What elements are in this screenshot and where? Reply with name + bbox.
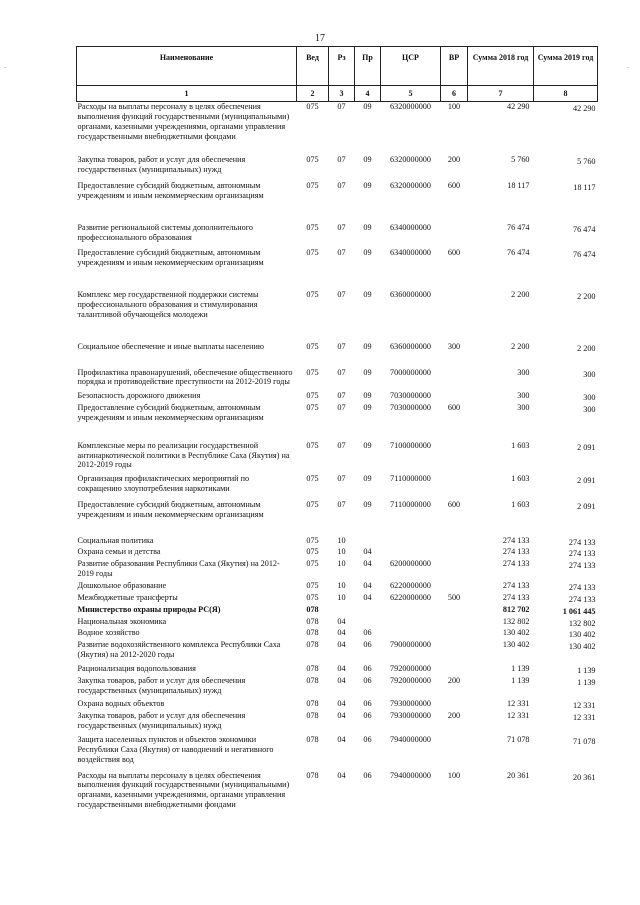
row-csr: 6360000000 [390,341,431,351]
row-name: Расходы на выплаты персоналу в целях обеспечения выполнения функций государственными (муниципальными) органами, казенными учреждениями, органами управления государственными внебюджетными фондами [77,102,290,141]
row-vr: 100 [447,102,461,111]
table-row [77,102,598,142]
table-row [77,605,598,617]
header-col-number: 7 [468,86,534,102]
row-ved: 075 [306,290,319,300]
row-rz: 04 [337,640,346,650]
row-vr: 600 [447,248,461,258]
row-name: Предоставление субсидий бюджетным, автономным учреждениям и иным некоммерческим организациям [77,248,264,268]
table-row [77,711,598,731]
row-sum-2018: 20 361 [506,770,530,780]
row-sum-2019: 300 [583,369,596,379]
row-rz: 10 [337,559,346,569]
row-rz: 07 [337,440,346,450]
row-spacer [77,201,598,223]
row-name: Профилактика правонарушений, обеспечение общественного порядка и противодействие преступности на 2012-2019 годы [77,367,293,387]
row-spacer-cell [77,354,598,368]
row-sum-2018: 274 133 [502,581,530,590]
row-pr: 06 [363,640,372,650]
row-spacer [77,268,598,290]
row-csr: 7920000000 [390,663,431,673]
row-sum-2019: 2 200 [577,292,596,302]
row-ved: 075 [306,592,319,602]
budget-table-wrapper [76,46,597,810]
header-vr: ВР [441,47,468,86]
row-sum-2019: 12 331 [572,701,596,711]
row-vr [441,474,468,494]
row-vr: 500 [447,592,461,602]
row-name: Развитие водохозяйственного комплекса Республики Саха (Якутия) на 2012-2020 годы [77,640,281,660]
row-name: Развитие образования Республики Саха (Якутия) на 2012-2019 годы [77,559,280,579]
header-sum-2019: Сумма 2019 год [534,47,598,86]
row-spacer-cell [77,520,598,536]
row-name: Предоставление субсидий бюджетным, автономным учреждениям и иным некоммерческим организациям [77,181,264,200]
row-rz: 04 [337,734,346,744]
row-sum-2018: 132 802 [502,616,530,626]
row-vr [441,617,468,629]
row-csr: 7110000000 [390,474,431,484]
row-pr [355,617,381,629]
row-ved: 075 [306,181,319,191]
row-spacer-cell [77,201,598,223]
row-vr [441,640,468,660]
row-sum-2019: 274 133 [568,537,596,547]
row-sum-2019: 132 802 [568,618,596,628]
row-sum-2019: 5 760 [577,157,596,167]
row-sum-2019: 274 133 [568,594,596,604]
row-sum-2019: 274 133 [568,561,596,571]
header-ved: Вед [297,47,329,86]
header-rz: Рз [329,47,355,86]
row-pr: 09 [363,290,372,300]
row-csr: 6320000000 [390,102,431,111]
row-ved: 075 [306,581,319,590]
table-row [77,676,598,696]
row-pr: 09 [363,474,372,484]
row-rz: 10 [337,547,346,557]
row-rz: 04 [337,628,346,638]
table-row [77,771,598,810]
row-vr: 600 [447,403,461,413]
row-csr: 7940000000 [390,734,431,744]
row-ved: 078 [306,675,319,685]
row-vr: 600 [447,181,461,191]
row-ved: 078 [306,640,319,650]
row-vr: 200 [447,711,461,721]
row-pr: 04 [363,547,372,557]
table-row [77,628,598,640]
row-ved: 075 [306,391,319,401]
row-vr [441,536,468,548]
row-ved: 075 [306,341,319,351]
row-sum-2018: 130 402 [502,628,530,638]
row-ved: 078 [306,770,319,780]
row-pr: 04 [363,559,372,569]
table-row [77,441,598,471]
row-csr: 7940000000 [390,770,431,780]
header-col-number: 4 [355,86,381,102]
row-name: Закупка товаров, работ и услуг для обеспечения государственных (муниципальных) нужд [77,675,246,695]
row-spacer-cell [77,423,598,441]
row-pr [355,605,381,617]
row-sum-2018: 2 200 [511,290,530,300]
row-sum-2018: 2 200 [511,341,530,351]
row-vr [441,547,468,559]
row-pr: 09 [363,499,372,509]
table-row [77,536,598,548]
row-sum-2018: 300 [517,367,530,377]
row-csr: 6360000000 [390,290,431,300]
row-csr [381,547,441,559]
row-pr: 09 [363,222,372,232]
row-csr [381,628,441,640]
row-name: Расходы на выплаты персоналу в целях обеспечения выполнения функций государственными (муниципальными) органами, казенными учреждениями, органами управления государственными внебюджетными фондами [77,770,290,810]
row-sum-2018: 274 133 [502,592,530,602]
table-row [77,640,598,660]
row-ved: 078 [306,604,319,614]
row-name: Закупка товаров, работ и услуг для обеспечения государственных (муниципальных) нужд [77,155,246,175]
row-name: Министерство охраны природы РС(Я) [77,604,221,614]
row-sum-2018: 5 760 [511,155,530,165]
row-name: Дошкольное образование [77,581,167,590]
table-row [77,617,598,629]
row-pr [355,536,381,548]
scan-mark-right: · [627,64,630,72]
row-rz [329,605,355,617]
row-pr: 04 [363,581,372,590]
row-rz: 04 [337,616,346,626]
row-rz: 04 [337,711,346,721]
row-sum-2018: 76 474 [506,248,530,258]
row-ved: 075 [306,222,319,232]
table-row [77,664,598,676]
row-vr [441,735,468,765]
row-csr: 7030000000 [390,403,431,413]
row-sum-2019: 1 061 445 [562,606,596,616]
row-sum-2018: 12 331 [506,711,530,721]
row-csr: 6220000000 [390,581,431,590]
table-row [77,368,598,388]
row-sum-2019: 2 091 [577,442,596,452]
budget-table [76,46,598,810]
header-csr: ЦСР [381,47,441,86]
row-ved: 075 [306,440,319,450]
row-name: Национальная экономика [77,616,167,626]
row-pr: 09 [363,391,372,401]
table-row [77,248,598,268]
row-sum-2019: 130 402 [568,642,596,652]
row-pr: 09 [363,102,372,111]
scan-mark-left: · [4,64,7,72]
row-csr: 7030000000 [390,391,431,401]
header-col-number: 6 [441,86,468,102]
row-vr [441,581,468,593]
row-vr [441,628,468,640]
row-vr [441,223,468,243]
row-name: Развитие региональной системы дополнительного профессионального образования [77,222,254,242]
row-vr [441,605,468,617]
row-rz: 07 [337,155,346,165]
row-sum-2018: 812 702 [502,604,530,614]
header-col-number: 8 [534,86,598,102]
row-rz: 04 [337,770,346,780]
row-csr: 6340000000 [390,248,431,258]
table-row [77,290,598,320]
row-name: Комплекс мер государственной поддержки системы профессионального образования и стимулирования талантливой обучающейся молодежи [77,290,259,319]
row-vr: 200 [447,155,461,165]
row-vr [441,699,468,711]
header-col-number: 5 [381,86,441,102]
row-ved: 075 [306,499,319,509]
row-sum-2019: 2 200 [577,343,596,353]
row-rz: 04 [337,699,346,709]
row-pr: 06 [363,770,372,780]
table-row [77,699,598,711]
row-pr: 06 [363,663,372,673]
row-spacer [77,423,598,441]
row-spacer-cell [77,320,598,342]
row-sum-2018: 1 139 [511,663,530,673]
row-rz: 04 [337,663,346,673]
row-sum-2018: 1 139 [511,675,530,685]
row-sum-2019: 12 331 [572,713,596,723]
row-sum-2019: 20 361 [572,772,596,782]
row-name: Рационализация водопользования [77,663,196,673]
row-rz: 07 [337,222,346,232]
row-pr: 06 [363,699,372,709]
table-row [77,403,598,423]
row-pr: 09 [363,155,372,165]
row-sum-2018: 12 331 [506,699,530,709]
header-col-number: 3 [329,86,355,102]
row-ved: 078 [306,711,319,721]
row-ved: 075 [306,559,319,569]
row-spacer [77,354,598,368]
row-pr: 06 [363,675,372,685]
row-spacer [77,520,598,536]
row-sum-2019: 130 402 [568,630,596,640]
row-vr: 600 [447,499,461,509]
header-sum-2018: Сумма 2018 год [468,47,534,86]
row-csr: 7000000000 [390,367,431,377]
row-name: Закупка товаров, работ и услуг для обеспечения государственных (муниципальных) нужд [77,711,246,731]
table-row [77,500,598,520]
row-rz: 07 [337,102,346,111]
table-row [77,581,598,593]
row-rz: 07 [337,248,346,258]
row-pr: 09 [363,440,372,450]
row-csr: 6320000000 [390,181,431,191]
row-sum-2018: 1 603 [511,474,530,484]
table-row [77,342,598,354]
row-pr: 09 [363,367,372,377]
row-name: Охрана семьи и детства [77,547,161,557]
row-name: Защита населенных пунктов и объектов экономики Республики Саха (Якутия) от наводнений и негативного воздействия вод [77,734,274,764]
row-rz: 07 [337,341,346,351]
row-vr [441,290,468,320]
row-sum-2018: 300 [517,403,530,413]
row-name: Охрана водных объектов [77,699,165,709]
row-pr: 09 [363,403,372,413]
row-sum-2018: 274 133 [502,535,530,545]
row-ved: 075 [306,535,319,545]
row-csr: 6340000000 [390,222,431,232]
row-vr: 300 [447,341,461,351]
row-sum-2018: 42 290 [506,102,530,111]
table-row [77,474,598,494]
row-vr [441,441,468,471]
row-ved: 078 [306,699,319,709]
row-name: Предоставление субсидий бюджетным, автономным учреждениям и иным некоммерческим организациям [77,499,264,519]
row-ved: 078 [306,734,319,744]
row-sum-2019: 1 139 [577,677,596,687]
row-ved: 075 [306,547,319,557]
row-rz: 07 [337,391,346,401]
row-spacer-cell [77,268,598,290]
row-csr: 7920000000 [390,675,431,685]
row-name: Безопасность дорожного движения [77,391,201,401]
table-row [77,593,598,605]
row-ved: 075 [306,155,319,165]
table-row [77,155,598,175]
row-vr: 200 [447,675,461,685]
header-col-number: 1 [77,86,297,102]
row-pr: 06 [363,628,372,638]
row-ved: 078 [306,663,319,673]
row-rz: 07 [337,499,346,509]
row-ved: 075 [306,474,319,484]
row-name: Социальная политика [77,535,154,545]
row-sum-2018: 274 133 [502,547,530,557]
row-sum-2018: 300 [517,391,530,401]
row-pr: 09 [363,248,372,258]
row-ved: 075 [306,367,319,377]
row-csr: 6220000000 [390,592,431,602]
header-col-number: 2 [297,86,329,102]
row-spacer-cell [77,141,598,155]
row-ved: 078 [306,628,319,638]
row-sum-2018: 71 078 [506,734,530,744]
row-pr: 06 [363,734,372,744]
row-csr [381,605,441,617]
table-row [77,547,598,559]
row-rz: 07 [337,290,346,300]
row-vr [441,391,468,403]
header-name: Наименование [77,47,297,86]
row-name: Водное хозяйство [77,628,140,638]
table-body [77,102,598,810]
row-sum-2019: 1 139 [577,665,596,675]
row-pr: 09 [363,341,372,351]
row-pr: 04 [363,592,372,602]
row-sum-2018: 1 603 [511,440,530,450]
row-rz: 07 [337,403,346,413]
row-rz: 10 [337,535,346,545]
row-spacer [77,141,598,155]
row-sum-2019: 274 133 [568,549,596,559]
table-row [77,559,598,579]
row-vr: 100 [447,770,461,780]
row-sum-2018: 1 603 [511,499,530,509]
row-name: Комплексные меры по реализации государственной антинаркотической политики в Республике Саха (Якутия) на 2012-2019 годы [77,440,290,470]
table-row [77,223,598,243]
row-sum-2019: 18 117 [573,183,596,193]
page-number: 17 [315,33,325,44]
row-name: Социальное обеспечение и иные выплаты населению [77,341,264,351]
table-row [77,391,598,403]
row-csr: 7100000000 [390,440,431,450]
row-rz: 10 [337,592,346,602]
row-vr [441,559,468,579]
row-sum-2019: 76 474 [572,250,596,260]
row-csr [381,617,441,629]
row-csr: 7110000000 [390,499,431,509]
row-csr: 7930000000 [390,711,431,721]
row-csr: 7900000000 [390,640,431,650]
row-rz: 07 [337,367,346,377]
row-sum-2019: 300 [583,405,596,415]
row-rz: 04 [337,675,346,685]
row-vr [441,368,468,388]
row-rz: 07 [337,474,346,484]
row-sum-2018: 76 474 [506,222,530,232]
row-sum-2019: 42 290 [572,104,596,113]
row-csr [381,536,441,548]
table-row [77,735,598,765]
row-pr: 06 [363,711,372,721]
row-sum-2019: 76 474 [572,224,596,234]
row-spacer [77,320,598,342]
header-pr: Пр [355,47,381,86]
table-row [77,181,598,201]
row-rz: 07 [337,181,346,191]
row-name: Межбюджетные трансферты [77,592,178,602]
row-csr: 6200000000 [390,559,431,569]
row-sum-2018: 130 402 [502,640,530,650]
row-ved: 075 [306,403,319,413]
table-header [77,47,598,102]
row-sum-2019: 300 [583,393,596,403]
row-sum-2019: 2 091 [577,501,596,511]
row-pr: 09 [363,181,372,191]
row-ved: 075 [306,248,319,258]
row-rz: 10 [337,581,346,590]
row-sum-2018: 18 117 [507,181,530,191]
row-name: Предоставление субсидий бюджетным, автономным учреждениям и иным некоммерческим организациям [77,403,264,422]
row-ved: 078 [306,616,319,626]
row-csr: 6320000000 [390,155,431,165]
row-sum-2018: 274 133 [502,559,530,569]
row-sum-2019: 71 078 [572,736,596,746]
row-name: Организация профилактических мероприятий по сокращению злоупотребления наркотиками [77,474,250,494]
row-ved: 075 [306,102,319,111]
row-vr [441,664,468,676]
row-sum-2019: 2 091 [577,476,596,486]
row-csr: 7930000000 [390,699,431,709]
row-sum-2019: 274 133 [568,583,596,592]
